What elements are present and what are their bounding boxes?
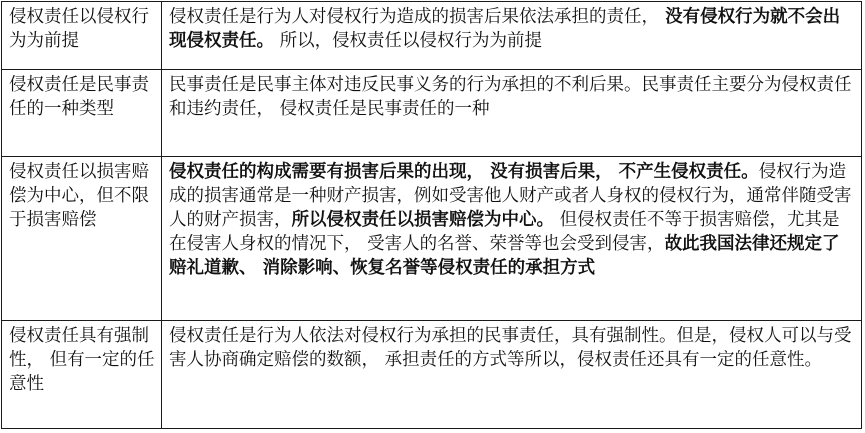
row-content-cell — [162, 70, 862, 157]
row-topic-cell: 侵权责任以损害赔偿为中心，但不限于损害赔偿 — [2, 157, 162, 321]
row-content-cell — [162, 321, 862, 429]
content-segment: 侵权责任是行为人依法对侵权行为承担的民事责任，具有强制性。但是，侵权人可以与受害人协商确定赔偿的数额， — [169, 326, 852, 370]
row-topic-cell: 侵权责任具有强制性， 但有一定的任意性 — [2, 321, 162, 429]
content-segment: 民事责任是民事主体对违反民事义务的行为承担的不利后果。民事责任主要分为侵权责任和违约责任， — [169, 75, 852, 119]
table-row — [2, 2, 862, 70]
content-segment: 侵权行为造成的损害通常是一种财产损害，例如受害他人财产或者人身权的侵权行为，通常伴随受害人的财产损害， — [169, 162, 852, 230]
comparison-table — [1, 1, 862, 429]
content-segment: 侵权责任是民事责任的一种 — [274, 99, 490, 119]
table-row — [2, 157, 862, 321]
row-topic-cell: 侵权责任是民事责任的一种类型 — [2, 70, 162, 157]
content-segment-bold: 侵权责任的构成需要有损害后果的出现， — [169, 162, 484, 182]
content-segment: 侵权责任是行为人对侵权行为造成的损害后果依法承担的责任， — [169, 7, 659, 27]
content-segment-bold: 故此我国法律还规定了赔礼道歉、 — [169, 234, 840, 278]
row-content-cell — [162, 2, 862, 70]
content-segment-bold: 没有侵权行为就不会出现侵权责任。 — [169, 7, 841, 51]
table-row — [2, 70, 862, 157]
row-content-cell — [162, 157, 862, 321]
content-segment: 但侵权责任不等于损害赔偿，尤其是在侵害人身权的情况下， — [169, 210, 840, 254]
content-segment: 所以，侵权责任以侵权行为为前提 — [274, 31, 543, 51]
content-segment-bold: 所以侵权责任以损害赔偿为中心。 — [291, 210, 554, 230]
table-row — [2, 321, 862, 429]
row-topic-cell: 侵权责任以侵权行为为前提 — [2, 2, 162, 70]
content-segment-bold: 消除影响、恢复名誉等侵权责任的承担方式 — [256, 258, 596, 278]
content-segment: 承担责任的方式等所以，侵权责任还具有一定的任意性。 — [379, 350, 823, 370]
content-segment-bold: 没有损害后果， — [484, 162, 613, 182]
content-segment-bold: 不产生侵权责任。 — [612, 162, 759, 182]
content-segment: 受害人的名誉、荣誉等也会受到侵害， — [361, 234, 665, 254]
